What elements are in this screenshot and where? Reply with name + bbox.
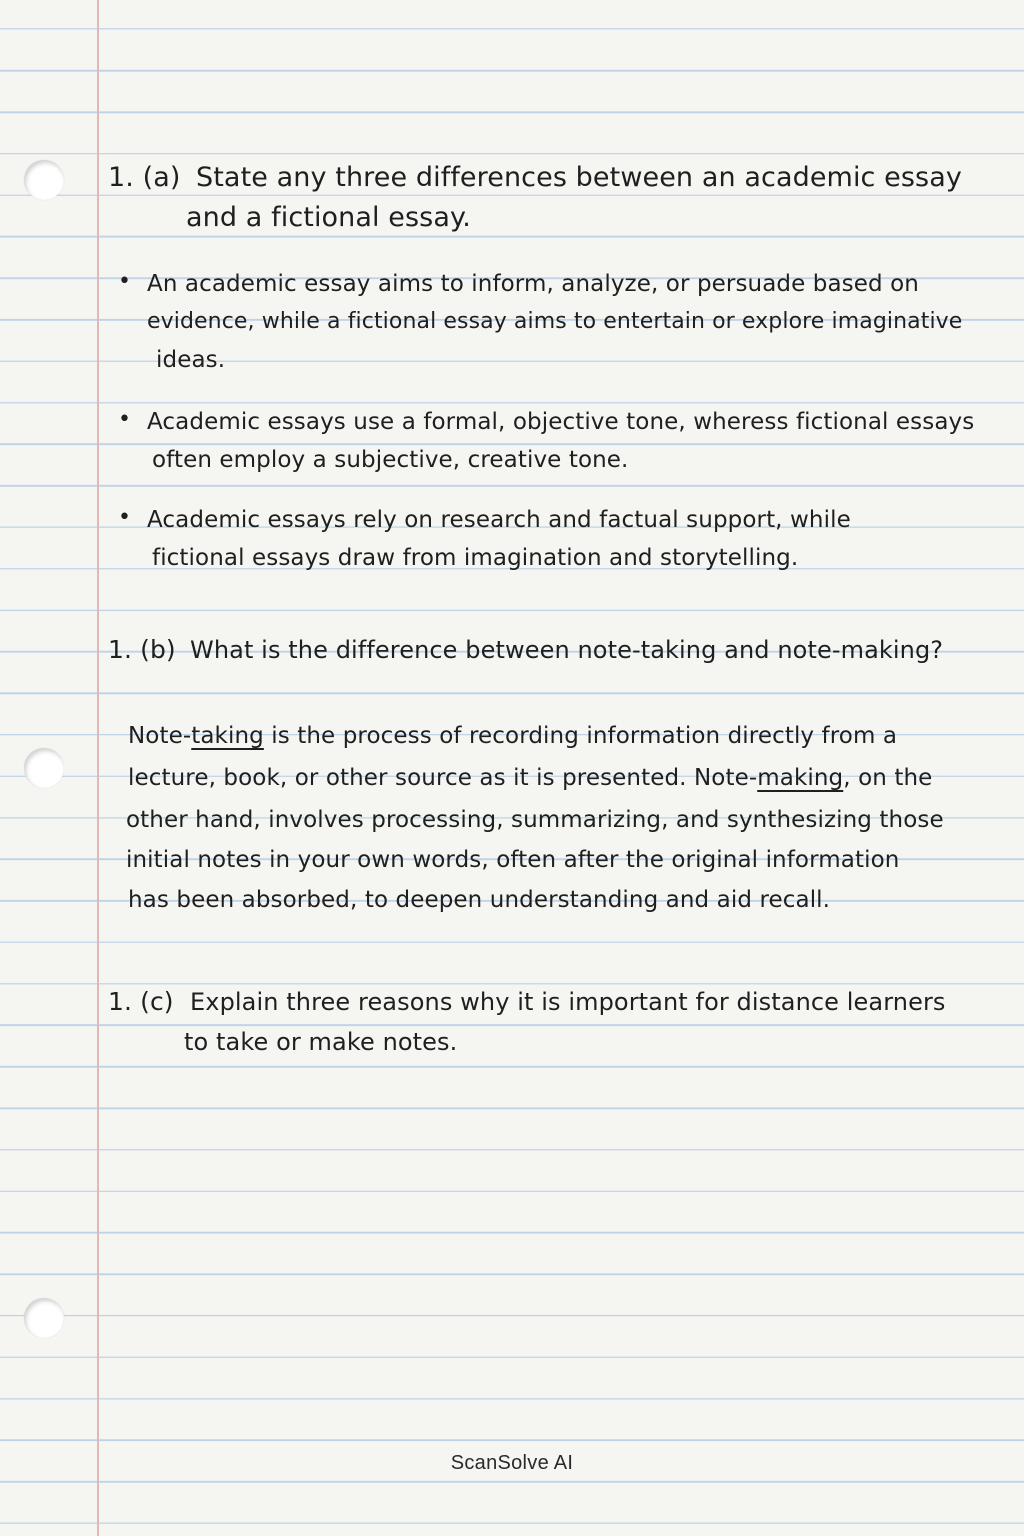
bullet-icon: •: [118, 505, 132, 530]
question-c-line-1: Explain three reasons why it is important for distance learners: [190, 988, 946, 1016]
answer-a-bullet-1-line-1: An academic essay aims to inform, analyze, or persuade based on: [147, 271, 919, 297]
binder-hole: [24, 1298, 64, 1338]
answer-a-bullet-3-line-1: Academic essays rely on research and factual support, while: [147, 507, 851, 533]
answer-b-line-4: initial notes in your own words, often after the original information: [126, 847, 900, 873]
watermark-footer: ScanSolve AI: [450, 1452, 574, 1474]
question-a-line-2: and a fictional essay.: [186, 202, 471, 233]
question-b-number: 1. (b): [108, 635, 176, 664]
answer-b-line-1: Note-taking is the process of recording information directly from a: [128, 723, 898, 749]
underlined-term-taking: taking: [191, 723, 264, 749]
answer-b-line-3: other hand, involves processing, summarizing, and synthesizing those: [126, 807, 944, 833]
margin-line: [97, 0, 99, 1536]
binder-hole: [24, 748, 64, 788]
question-a-number: 1. (a): [108, 162, 181, 193]
answer-a-bullet-1-line-3: ideas.: [156, 347, 226, 373]
answer-a-bullet-3-line-2: fictional essays draw from imagination and storytelling.: [152, 545, 799, 571]
answer-a-bullet-2-line-1: Academic essays use a formal, objective tone, wheress fictional essays: [147, 409, 975, 435]
underlined-term-making: making: [757, 765, 844, 791]
bullet-icon: •: [118, 269, 132, 294]
answer-a-bullet-1-line-2: evidence, while a fictional essay aims to entertain or explore imaginative: [147, 309, 963, 334]
binder-hole: [24, 160, 64, 200]
question-b-line-1: What is the difference between note-taking and note-making?: [190, 636, 944, 664]
question-a-line-1: State any three differences between an academic essay: [196, 162, 962, 193]
question-c-line-2: to take or make notes.: [184, 1028, 458, 1056]
answer-a-bullet-2-line-2: often employ a subjective, creative tone.: [152, 447, 629, 473]
question-c-number: 1. (c): [108, 987, 174, 1016]
bullet-icon: •: [118, 407, 132, 432]
answer-b-line-5: has been absorbed, to deepen understanding and aid recall.: [128, 887, 831, 913]
answer-b-line-2: lecture, book, or other source as it is presented. Note-making, on the: [128, 765, 933, 791]
